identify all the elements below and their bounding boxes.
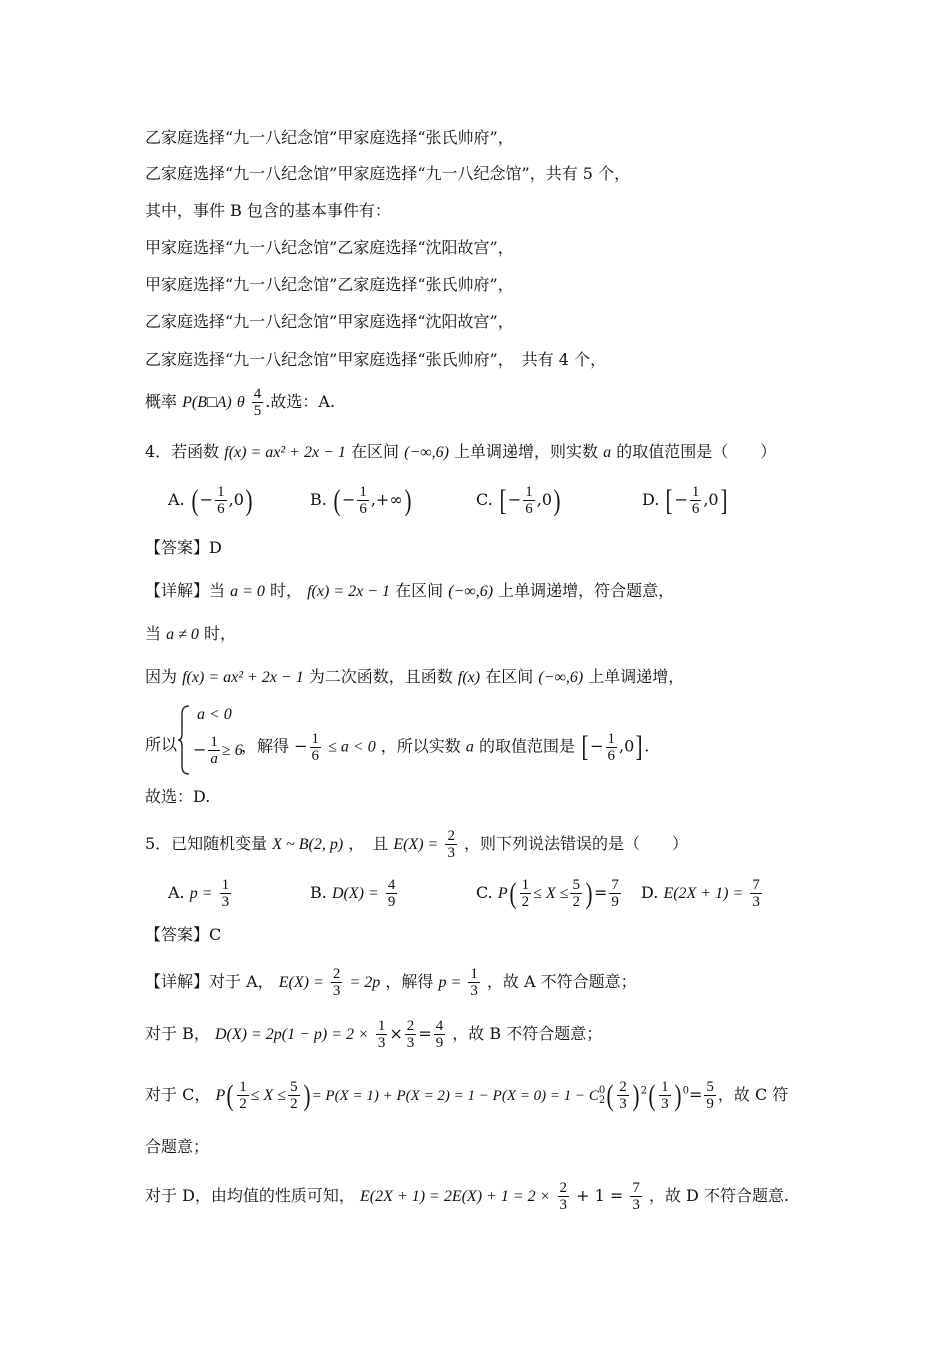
probability-line [145,386,335,419]
detail-text: 所以 [145,735,178,754]
frac-num: 1 [525,484,533,500]
detail-text: ，解得 [385,972,434,991]
text-line: 乙家庭选择“九一八纪念馆”甲家庭选择“张氏帅府”， [145,128,514,147]
detail-text: 上单调递增， [588,667,685,686]
right-paren: ) [585,876,593,910]
frac-den: 3 [559,1197,567,1213]
frac-den: 6 [311,747,320,764]
option-label: D. [641,883,659,902]
frac-den: 2 [290,1096,298,1112]
power: 2 [640,1085,648,1097]
option-sign: − [199,490,214,509]
frac-den: 2 [239,1096,247,1112]
option-label: B. [310,490,327,509]
detail-text: 时， [270,581,303,600]
q5-distribution: X ~ B(2, p) [272,836,344,853]
system-row-2 [193,734,243,767]
power: 0 [682,1085,689,1097]
frac-den: 9 [611,894,619,910]
frac-den: 2 [521,894,530,910]
solution-text [241,730,649,764]
option-expr: P [497,885,508,902]
frac-den: 3 [661,1096,669,1112]
prob-suffix: .故选：A. [265,392,336,411]
frac-num: 5 [290,1079,298,1095]
detail-text: ，故 A 不符合题意； [486,972,637,991]
text-line: 乙家庭选择“九一八纪念馆”甲家庭选择“沈阳故宫”， [145,312,514,331]
left-paren: ( [509,876,517,910]
option-right-value: ,0 [703,490,719,509]
option-label: A. [168,490,185,509]
frac-den: 6 [607,747,615,764]
detail-fraction [434,1018,446,1051]
sign: − [590,736,604,756]
q5-detail-d [145,1180,789,1213]
text-line: 其中，事件 B 包含的基本事件有： [145,201,391,220]
prob-prefix: 概率 [145,392,178,411]
frac-den: 2 [572,894,580,910]
left-brace-icon [177,704,191,776]
option-right-value: ,0 [228,490,244,509]
detail-text: 时， [203,624,236,643]
frac-num: 2 [447,828,455,844]
option-fraction [609,877,621,910]
q4-detail-line-3 [145,666,684,689]
detail-text: ，所以实数 [380,736,461,756]
frac-den: a [210,751,218,767]
q4-answer: 【答案】D [145,538,222,557]
detail-fraction [558,1180,570,1213]
option-expr: = [593,883,608,902]
option-fraction [520,877,532,910]
option-fraction [523,484,535,517]
option-sign: − [341,490,356,509]
option-right-bracket: ) [404,483,412,517]
detail-text: 为二次函数，且函数 [308,667,453,686]
frac-den: 3 [470,983,478,999]
detail-fraction [331,966,343,999]
text-line: 乙家庭选择“九一八纪念馆”甲家庭选择“九一八纪念馆”，共有 5 个， [145,164,631,183]
frac-den: 3 [377,1035,386,1051]
option-sign: − [674,490,688,509]
q5-stem [145,828,688,861]
q5-detail-c-cont: 合题意； [145,1137,210,1156]
right-paren: ) [303,1078,311,1112]
right-paren: ) [632,1078,640,1112]
sign: − [193,740,207,759]
frac-num: 1 [377,1018,386,1034]
detail-text: . [205,787,211,806]
frac-den: 6 [691,501,700,517]
frac-den: 3 [752,894,760,910]
detail-text: 当 [145,624,162,643]
detail-text: 故选： [145,787,194,806]
frac-num: 7 [632,1180,640,1196]
detail-expr: P [215,1087,226,1104]
detail-expr: = 2p [349,974,381,991]
prob-fraction [252,386,264,419]
frac-num: 5 [706,1079,714,1095]
frac-den: 6 [525,501,533,517]
option-expr: p = [189,885,213,902]
left-square-bracket: [ [581,730,589,763]
detail-func: f(x) [457,669,481,686]
detail-expr: = [418,1024,432,1043]
frac-num: 7 [752,877,760,893]
option-left-bracket: ( [333,483,341,517]
detail-interval: (−∞,6) [448,583,494,600]
detail-text: 上单调递增，符合题意， [498,581,675,600]
frac-num: 1 [661,1079,669,1095]
frac-num: 1 [221,877,230,893]
q4-stem-suffix: 上单调递增，则实数 [454,442,599,461]
frac-den: 3 [619,1096,627,1112]
option-right-bracket: ) [553,483,561,517]
q4-function: f(x) = ax² + 2x − 1 [224,444,346,461]
q5-stem-mid: ， 且 [348,834,389,853]
q5-option-b [310,877,399,910]
q4-detail-line-2 [145,623,236,646]
left-paren: ( [226,1078,234,1112]
frac-num: 1 [239,1079,247,1095]
detail-fraction [630,1180,642,1213]
detail-expr: D(X) = 2p(1 − p) = 2 × [214,1026,369,1043]
detail-text: . [644,736,650,756]
detail-text: ，故 D 不符合题意. [648,1186,790,1205]
option-right-value: ,0 [536,490,553,509]
frac-num: 2 [619,1079,627,1095]
frac-den: 3 [447,845,455,861]
frac-num: 1 [311,730,320,747]
frac-den: 6 [359,501,367,517]
option-fraction [570,877,582,910]
q5-fraction [445,828,457,861]
prob-eq: θ [236,394,245,411]
q4-stem-end: 的取值范围是（ ） [616,442,777,461]
comb-sup: 0 [598,1084,606,1096]
detail-expr: E(2X + 1) = 2E(X) + 1 = 2 × [360,1188,551,1205]
combination-indices [599,1086,605,1106]
comb-sub: 2 [598,1094,606,1106]
detail-fraction [288,1079,300,1112]
frac-num: 4 [435,1018,444,1034]
solution-rest: ≤ a < 0 [328,738,376,756]
option-fraction [386,877,398,910]
detail-text: 【详解】对于 A， [145,972,274,991]
frac-num: 4 [387,877,396,893]
frac-num: 1 [607,730,615,747]
frac-num: 1 [691,484,700,500]
option-sign: − [507,490,522,509]
detail-var: a [465,738,474,756]
option-expr: ≤ X ≤ [533,885,569,902]
option-label: A. [168,883,185,902]
detail-fraction [376,1018,388,1051]
detail-interval: (−∞,6) [538,669,584,686]
system-fraction [208,734,220,767]
q5-option-a [168,877,233,910]
option-right-bracket: ] [720,483,728,517]
detail-fraction [237,1079,249,1112]
solution-fraction [310,731,322,764]
option-left-bracket: [ [665,483,673,517]
option-right-bracket: ) [245,483,253,517]
frac-den: 6 [217,501,225,517]
frac-num: 2 [332,966,341,982]
frac-den: 9 [706,1096,714,1112]
option-fraction [690,484,702,517]
option-fraction [220,877,232,910]
q5-expectation: E(X) = [393,836,439,853]
text-line: 甲家庭选择“九一八纪念馆”乙家庭选择“沈阳故宫”， [145,238,514,257]
q5-stem-suffix: ，则下列说法错误的是（ ） [464,834,689,853]
detail-cond: a ≠ 0 [166,626,199,643]
right-paren: ) [674,1078,682,1112]
q4-detail-line-4 [145,702,845,778]
option-left-bracket: ( [191,483,199,517]
detail-expr: = [689,1085,703,1104]
option-fraction [750,877,762,910]
option-label: D. [642,490,660,509]
detail-text: ，故 C 符 [717,1085,789,1104]
result-rest: ,0 [619,736,635,756]
q5-detail-c [145,1079,788,1112]
system-row-1: a < 0 [197,706,232,723]
frac-num: 1 [521,877,530,893]
detail-text: 对于 C， [145,1085,211,1104]
q5-detail-b [145,1018,602,1051]
q4-detail-line-5 [145,786,210,808]
frac-den: 5 [253,403,262,419]
right-square-bracket: ] [635,730,643,763]
option-label: C. [476,883,493,902]
detail-text: 的取值范围是 [478,736,575,756]
q4-stem-prefix: 4．若函数 [145,442,220,461]
q4-option-b [310,484,413,517]
q4-option-d [642,484,729,517]
frac-num: 7 [611,877,619,893]
q4-stem-mid: 在区间 [350,442,399,461]
frac-num: 1 [210,734,218,750]
q4-option-c [476,484,562,517]
text-line: 甲家庭选择“九一八纪念馆”乙家庭选择“张氏帅府”， [145,275,514,294]
detail-expr: = P(X = 1) + P(X = 2) = 1 − P(X = 0) = 1 − C [311,1088,599,1104]
frac-num: 5 [572,877,580,893]
q4-stem [145,441,776,464]
detail-expr: E(X) = [278,974,324,991]
frac-den: 3 [406,1035,415,1051]
detail-expr: + 1 = [576,1186,624,1205]
option-label: B. [310,883,327,902]
q4-detail-line-1 [145,580,674,603]
detail-func: f(x) = ax² + 2x − 1 [182,669,304,686]
frac-num: 1 [217,484,225,500]
q5-stem-prefix: 5．已知随机变量 [145,834,268,853]
text-line: 乙家庭选择“九一八纪念馆”甲家庭选择“张氏帅府”， 共有 4 个， [145,350,607,369]
detail-text: 因为 [145,667,178,686]
option-label: C. [476,490,493,509]
frac-den: 9 [387,894,396,910]
q5-detail-a [145,966,637,999]
option-expr: D(X) = [331,885,379,902]
detail-expr: ≤ X ≤ [250,1087,287,1104]
detail-text: ，故 B 不符合题意； [452,1024,603,1043]
q5-answer: 【答案】C [145,925,222,944]
q4-var: a [603,444,612,461]
detail-text: ，解得 [241,736,290,756]
q5-option-c [476,877,623,910]
q5-option-d [641,877,764,910]
frac-den: 3 [332,983,341,999]
sign: − [294,736,308,756]
detail-fraction [704,1079,716,1112]
detail-expr: × [389,1024,403,1043]
detail-text: 对于 B， [145,1024,210,1043]
option-right-value: ,+∞ [370,490,403,509]
detail-fraction [617,1079,629,1112]
frac-den: 3 [632,1197,640,1213]
detail-answer: D [193,787,206,806]
detail-fraction [468,966,480,999]
detail-expr: p = [438,974,462,991]
detail-fraction [659,1079,671,1112]
option-expr: E(2X + 1) = [663,885,744,902]
left-paren: ( [648,1078,656,1112]
detail-text: 对于 D，由均值的性质可知， [145,1186,355,1205]
option-fraction [215,484,227,517]
prob-expr: P(B□A) [182,394,232,411]
frac-den: 9 [435,1035,444,1051]
frac-num: 2 [559,1180,567,1196]
frac-num: 2 [406,1018,415,1034]
detail-prefix: 【详解】当 [145,581,226,600]
frac-den: 3 [221,894,230,910]
frac-num: 4 [253,386,262,402]
left-paren: ( [606,1078,614,1112]
frac-num: 1 [359,484,367,500]
q4-option-a [168,484,254,517]
result-fraction [606,731,618,764]
detail-func: f(x) = 2x − 1 [307,583,391,600]
system-rest: ≥ 6 [221,742,243,759]
detail-text: 在区间 [395,581,444,600]
detail-cond: a = 0 [230,583,265,600]
detail-fraction [405,1018,417,1051]
q4-interval: (−∞,6) [404,444,449,461]
option-left-bracket: [ [499,483,507,517]
frac-num: 1 [470,966,478,982]
option-fraction [357,484,369,517]
detail-text: 在区间 [485,667,534,686]
